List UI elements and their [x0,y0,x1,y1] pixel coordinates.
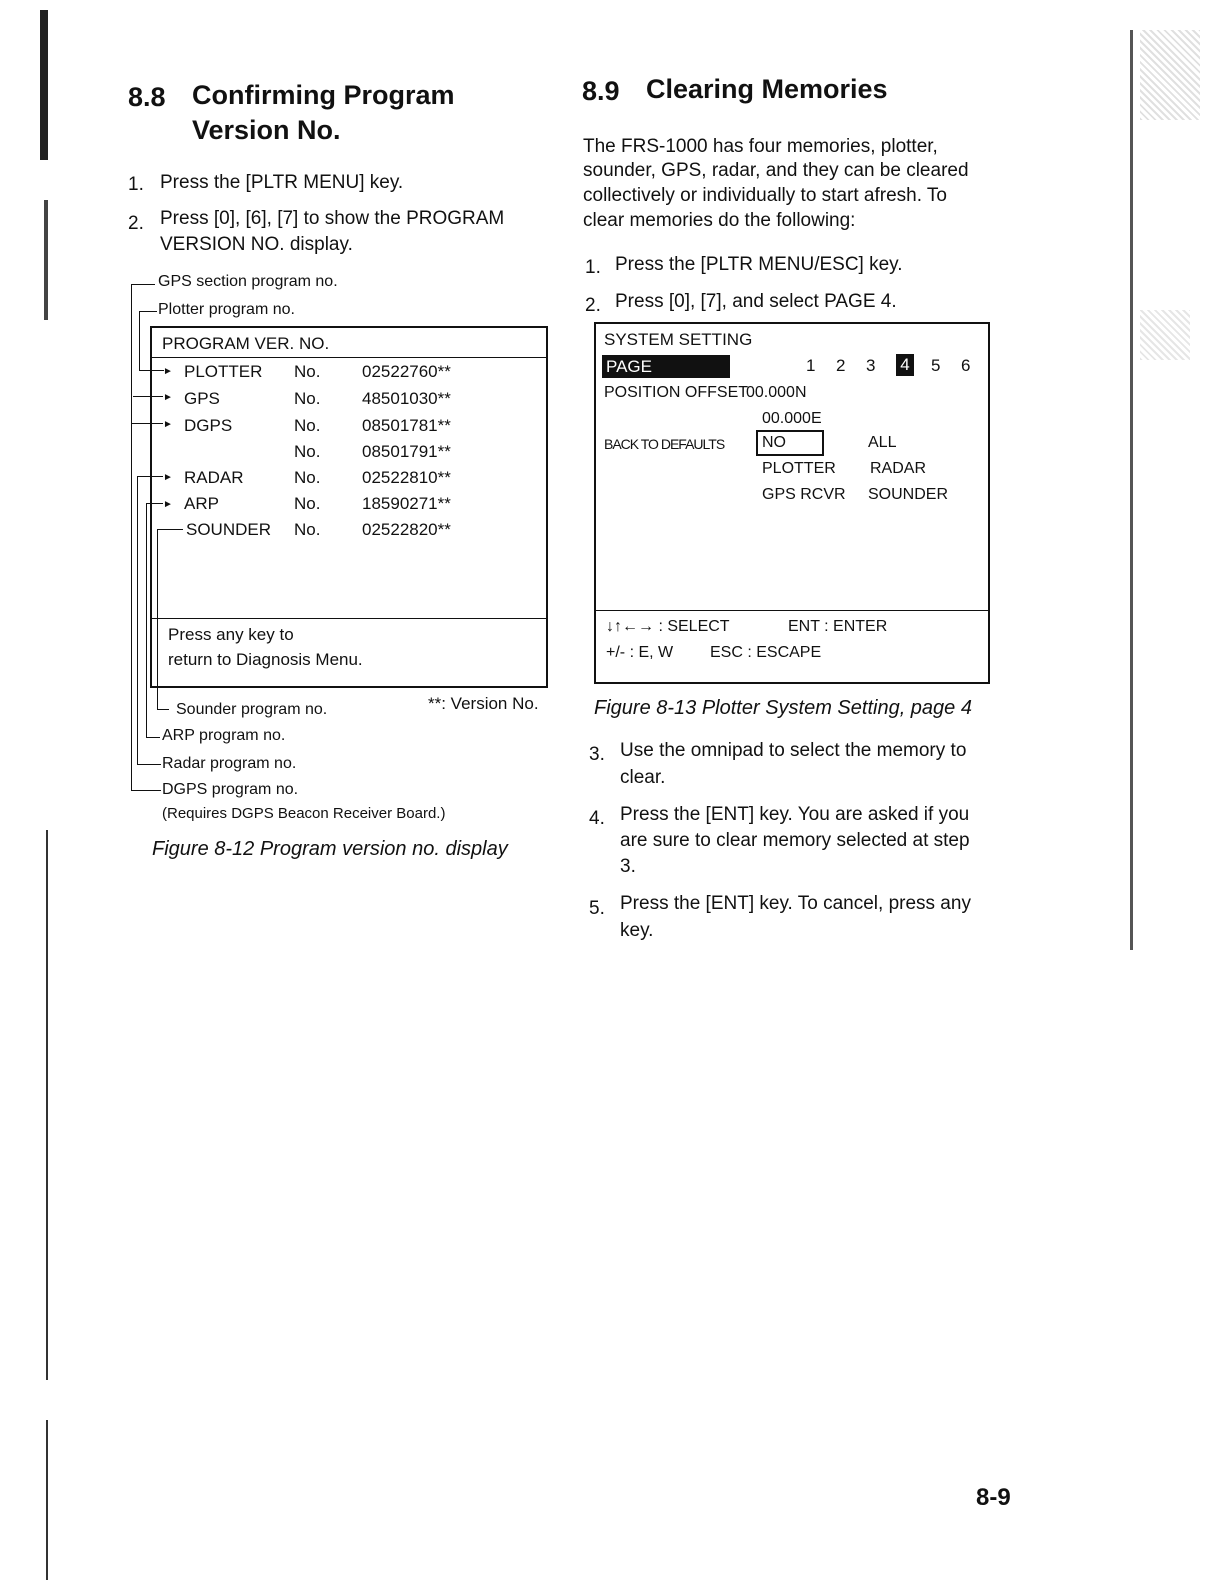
right-step-4-line2: are sure to clear memory selected at step [620,830,970,851]
program-screen-footer-1: Press any key to [168,625,294,644]
intro-line-1: The FRS-1000 has four memories, plotter, [583,136,938,157]
row-sounder-name: SOUNDER [186,520,272,539]
section-8-8-title-line1: Confirming Program [192,80,455,110]
intro-line-4: clear memories do the following: [583,210,856,231]
row-radar-ver: 02522810** [362,468,451,487]
right-step-4-line1: Press the [ENT] key. You are asked if you [620,804,970,825]
page-1[interactable]: 1 [806,356,816,375]
section-8-9-number: 8.9 [582,76,620,106]
option-gps-rcvr[interactable]: GPS RCVR [762,486,846,503]
row-arp-name: ARP [184,494,219,513]
option-plotter[interactable]: PLOTTER [762,460,836,477]
left-step-2-text: Press [0], [6], [7] to show the PROGRAM [160,208,505,229]
callout-plotter: Plotter program no. [158,301,295,318]
left-step-1-text: Press the [PLTR MENU] key. [160,172,404,193]
row-plotter-ver: 02522760** [362,362,451,381]
left-step-2-num: 2. [128,213,144,234]
right-step-2-text: Press [0], [7], and select PAGE 4. [615,291,897,312]
page-5[interactable]: 5 [931,356,941,375]
system-setting-title: SYSTEM SETTING [604,330,753,349]
right-step-2-num: 2. [585,295,601,316]
right-step-5-line2: key. [620,920,654,941]
page-label: PAGE [602,355,730,378]
binding-edge-top [40,10,48,160]
row-arp-ver: 18590271** [362,494,451,513]
requires-note: (Requires DGPS Beacon Receiver Board.) [162,805,446,822]
row-plotter-no: No. [294,362,321,381]
right-step-3-line2: clear. [620,767,666,788]
left-step-2-text-line2: VERSION NO. display. [160,234,353,255]
binding-edge-bottom [46,1420,48,1580]
page-2[interactable]: 2 [836,356,846,375]
row-plotter-name: PLOTTER [184,362,263,381]
right-step-3-line1: Use the omnipad to select the memory to [620,740,967,761]
row-radar-no: No. [294,468,321,487]
row-dgps2-ver: 08501791** [362,442,451,461]
row-dgps2-no: No. [294,442,321,461]
intro-line-3: collectively or individually to start afresh. To [583,185,947,206]
option-radar[interactable]: RADAR [870,460,927,477]
scan-edge-right [1130,30,1133,950]
row-dgps-name: DGPS [184,416,233,435]
option-sounder[interactable]: SOUNDER [868,486,949,503]
right-step-4-num: 4. [589,808,605,829]
program-screen-title: PROGRAM VER. NO. [162,334,330,353]
row-arp-no: No. [294,494,321,513]
row-gps-ver: 48501030** [362,389,451,408]
scan-noise-right [1140,30,1200,120]
binding-edge-mid [44,200,48,320]
callout-gps-section: GPS section program no. [158,273,338,290]
row-dgps-ver: 08501781** [362,416,451,435]
figure-8-13-caption: Figure 8-13 Plotter System Setting, page 4 [594,697,972,719]
section-8-9-title: Clearing Memories [646,74,888,104]
help-escape: ESC : ESCAPE [710,644,822,661]
row-sounder-no: No. [294,520,321,539]
program-screen-footer-2: return to Diagnosis Menu. [168,650,363,669]
intro-line-2: sounder, GPS, radar, and they can be cleared [583,160,969,181]
callout-arp: ARP program no. [162,727,286,744]
page-4-selected[interactable]: 4 [896,354,914,376]
row-radar-name: RADAR [184,468,244,487]
callout-dgps: DGPS program no. [162,781,299,798]
help-enter: ENT : ENTER [788,618,888,635]
right-step-1-text: Press the [PLTR MENU/ESC] key. [615,254,903,275]
page-number: 8-9 [976,1484,1011,1511]
row-dgps-no: No. [294,416,321,435]
program-version-screen [150,326,548,688]
back-to-defaults-label: BACK TO DEFAULTS [604,436,725,452]
version-note: **: Version No. [428,694,539,713]
right-step-4-line3: 3. [620,856,636,877]
right-step-1-num: 1. [585,257,601,278]
left-step-1-num: 1. [128,174,144,195]
page-3[interactable]: 3 [866,356,876,375]
help-ew: +/- : E, W [606,644,674,661]
help-select: ↓↑←→ : SELECT [606,618,730,635]
callout-sounder: Sounder program no. [176,701,328,718]
figure-8-12-caption: Figure 8-12 Program version no. display [152,838,508,860]
section-8-8-number: 8.8 [128,82,166,112]
option-no[interactable]: NO [756,430,824,456]
section-8-8-title-line2: Version No. [192,115,341,145]
binding-edge-low [46,830,48,1380]
row-sounder-ver: 02522820** [362,520,451,539]
row-gps-no: No. [294,389,321,408]
system-setting-screen [594,322,990,684]
right-step-5-line1: Press the [ENT] key. To cancel, press any [620,893,971,914]
scan-noise-right-2 [1140,310,1190,360]
position-offset-lat: 00.000N [746,384,807,401]
option-all[interactable]: ALL [868,434,897,451]
callout-radar: Radar program no. [162,755,297,772]
page-6[interactable]: 6 [961,356,971,375]
row-gps-name: GPS [184,389,220,408]
position-offset-lon: 00.000E [762,410,822,427]
right-step-5-num: 5. [589,898,605,919]
position-offset-label: POSITION OFFSET [604,384,749,401]
right-step-3-num: 3. [589,744,605,765]
